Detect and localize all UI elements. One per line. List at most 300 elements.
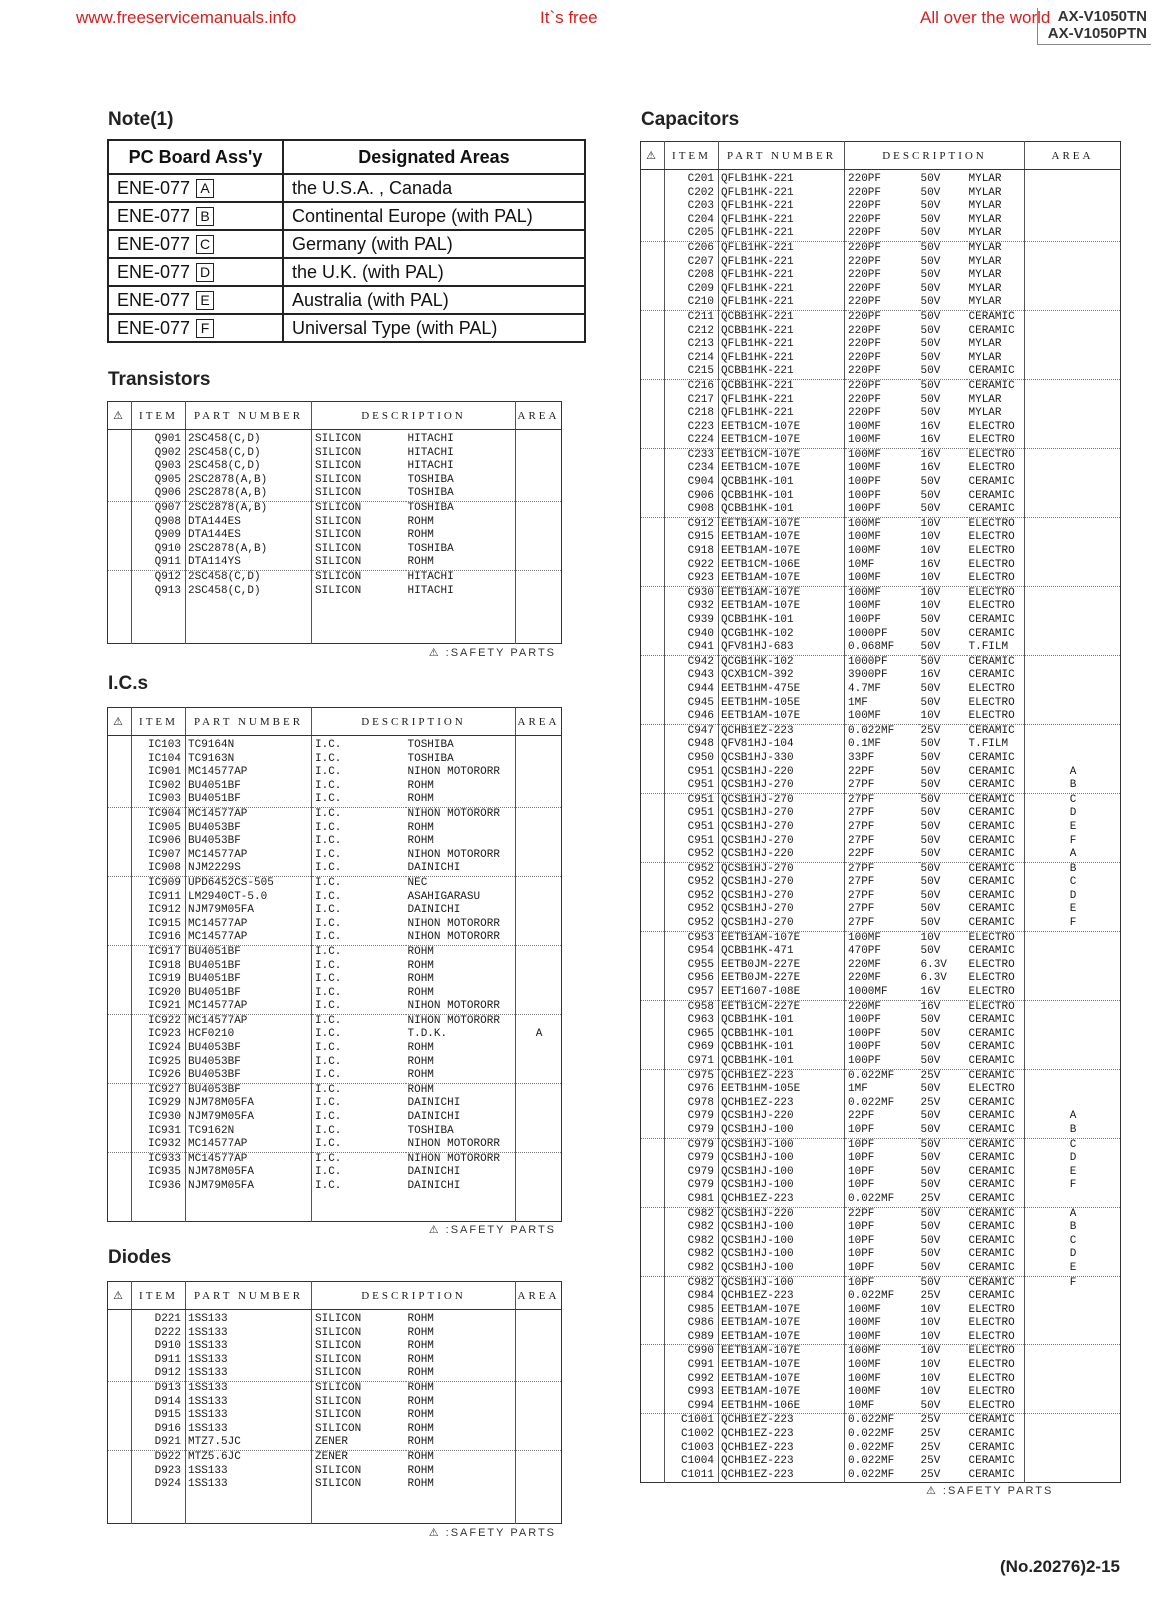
capacitance: 0.1MF	[845, 738, 919, 752]
safety-cell	[641, 200, 665, 214]
safety-cell	[108, 1465, 132, 1479]
safety-cell	[641, 1083, 665, 1097]
safety-cell	[641, 1152, 665, 1166]
note-area: Continental Europe (with PAL)	[283, 202, 585, 230]
voltage: 50V	[920, 407, 941, 420]
item-number: Q902	[132, 447, 186, 461]
type: MYLAR	[968, 227, 1002, 240]
table-row	[108, 1138, 562, 1152]
part-number: QCSB1HJ-270	[721, 820, 794, 833]
part-number: MTZ5.6JC	[186, 1450, 312, 1464]
table-row	[108, 447, 562, 461]
voltage: 50V	[919, 1138, 967, 1152]
maker: ROHM	[407, 529, 434, 542]
capacitance: 100MF	[845, 931, 919, 945]
item-number: D222	[132, 1327, 186, 1341]
capacitors-title: Capacitors	[641, 109, 740, 130]
area: A	[1025, 1110, 1121, 1124]
note-board	[108, 286, 283, 314]
table-row	[108, 780, 562, 794]
item-number: IC935	[132, 1166, 186, 1180]
table-row	[108, 891, 562, 905]
safety-cell	[108, 474, 132, 488]
item-number: Q905	[132, 474, 186, 488]
table-row	[641, 779, 1121, 793]
table-row	[641, 890, 1121, 904]
part-number: EETB1AM-107E	[719, 517, 845, 531]
safety-cell	[641, 1207, 665, 1221]
safety-cell	[641, 1014, 665, 1028]
board-code: ENE-077	[117, 289, 191, 310]
note-row	[108, 202, 585, 230]
safety-cell	[641, 1248, 665, 1262]
item-number: C991	[665, 1359, 719, 1373]
type: MYLAR	[968, 296, 1002, 309]
voltage: 50V	[920, 296, 941, 309]
filler-cell	[845, 1482, 919, 1483]
material: I.C.	[312, 904, 406, 918]
voltage: 16V	[920, 558, 941, 571]
area	[1025, 269, 1121, 283]
part-number: BU4053BF	[188, 1069, 241, 1082]
safety-column-header: ⚠	[108, 708, 132, 736]
capacitance: 3900PF	[845, 669, 919, 683]
item-number: C1002	[665, 1428, 719, 1442]
area	[1025, 283, 1121, 297]
item-number: C944	[665, 683, 719, 697]
capacitance: 100PF	[845, 1055, 919, 1069]
type: ELECTRO	[967, 1345, 1025, 1359]
safety-cell	[641, 407, 665, 421]
type: MYLAR	[968, 255, 1002, 268]
part-number: 1SS133	[188, 1464, 228, 1477]
maker: ROHM	[407, 1395, 434, 1408]
table-row	[641, 1428, 1121, 1442]
table-row	[641, 283, 1121, 297]
table-row	[641, 490, 1121, 504]
area: F	[1025, 1276, 1121, 1290]
item-number: Q911	[132, 556, 186, 570]
part-number: BU4053BF	[188, 1055, 241, 1068]
safety-cell	[641, 448, 665, 462]
material: I.C.	[312, 891, 406, 905]
material: SILICON	[312, 487, 406, 501]
capacitance: 10PF	[845, 1221, 919, 1235]
item-number: C985	[665, 1304, 719, 1318]
header-link-free[interactable]: It`s free	[540, 8, 598, 27]
part-number: QCSB1HJ-100	[721, 1165, 794, 1178]
voltage: 50V	[920, 820, 941, 833]
area	[516, 904, 562, 918]
capacitance: 22PF	[845, 1110, 919, 1124]
type: CERAMIC	[968, 614, 1015, 626]
table-row	[108, 430, 562, 447]
part-number: QCSB1HJ-100	[719, 1138, 845, 1152]
area	[1025, 1083, 1121, 1097]
safety-cell	[108, 1354, 132, 1368]
capacitance: 100MF	[845, 1317, 919, 1331]
area	[1025, 559, 1121, 573]
part-number: TC9163N	[188, 752, 235, 765]
capacitance: 100MF	[845, 434, 919, 448]
item-number: C982	[665, 1221, 719, 1235]
part-number: QCBB1HK-101	[721, 476, 794, 489]
capacitance: 10PF	[845, 1166, 919, 1180]
type: CERAMIC	[968, 324, 1015, 337]
note-area: Universal Type (with PAL)	[283, 314, 585, 342]
area	[1025, 1028, 1121, 1042]
type: CERAMIC	[968, 1110, 1015, 1123]
area	[1025, 256, 1121, 270]
table-row	[108, 807, 562, 821]
voltage: 50V	[920, 889, 941, 902]
table-row	[641, 296, 1121, 310]
table-row	[641, 862, 1121, 876]
voltage: 50V	[920, 1165, 941, 1178]
part-number: EET1607-108E	[721, 986, 801, 999]
voltage: 50V	[920, 779, 941, 792]
filler-cell	[919, 1482, 967, 1483]
table-row	[108, 876, 562, 890]
voltage: 50V	[920, 876, 941, 889]
item-number: C952	[665, 876, 719, 890]
part-number: QCBB1HK-101	[721, 503, 794, 516]
item-number: C951	[665, 835, 719, 849]
table-row	[108, 1354, 562, 1368]
part-number: EETB1AM-107E	[719, 586, 845, 600]
table-row	[108, 1097, 562, 1111]
type: CERAMIC	[967, 655, 1025, 669]
capacitance: 10PF	[845, 1179, 919, 1193]
item-number: C952	[665, 903, 719, 917]
item-number: C951	[665, 793, 719, 807]
table-row	[641, 1028, 1121, 1042]
part-number: 2SC2878(A,B)	[188, 542, 268, 555]
table-row	[641, 572, 1121, 586]
table-row	[641, 1055, 1121, 1069]
table-row	[641, 1400, 1121, 1414]
board-code: ENE-077	[117, 177, 191, 198]
area	[1025, 1386, 1121, 1400]
part-number: 1SS133	[188, 1422, 228, 1435]
voltage: 10V	[920, 1386, 941, 1399]
maker: NEC	[406, 876, 516, 890]
filler-cell	[108, 1194, 132, 1222]
table-row	[641, 655, 1121, 669]
item-number: C918	[665, 545, 719, 559]
safety-cell	[108, 987, 132, 1001]
area	[1025, 1290, 1121, 1304]
table-row	[108, 1166, 562, 1180]
capacitance: 27PF	[845, 835, 919, 849]
capacitance: 100MF	[845, 545, 919, 559]
filler-cell	[186, 1492, 312, 1524]
type: CERAMIC	[968, 1123, 1015, 1136]
safety-cell	[641, 1235, 665, 1249]
safety-cell	[641, 241, 665, 255]
item-number: C955	[665, 959, 719, 973]
part-number: QFLB1HK-221	[721, 200, 794, 213]
maker: ROHM	[407, 793, 434, 806]
area	[516, 1310, 562, 1327]
item-number: IC925	[132, 1056, 186, 1070]
maker: NIHON MOTORORR	[407, 1138, 500, 1151]
voltage: 50V	[919, 379, 967, 393]
maker: ROHM	[407, 1478, 434, 1491]
filler-cell	[186, 1194, 312, 1222]
part-number: EETB1AM-107E	[721, 545, 801, 558]
item-number: C214	[665, 352, 719, 366]
item-number: C218	[665, 407, 719, 421]
area	[1025, 697, 1121, 711]
area	[1025, 227, 1121, 241]
voltage: 10V	[919, 1345, 967, 1359]
capacitance: 27PF	[845, 917, 919, 931]
part-number: EETB1AM-107E	[721, 1372, 801, 1385]
area	[516, 487, 562, 501]
item-number: C213	[665, 338, 719, 352]
table-row	[641, 669, 1121, 683]
safety-cell	[641, 1469, 665, 1483]
capacitance: 220PF	[845, 256, 919, 270]
table-row	[108, 822, 562, 836]
voltage: 50V	[920, 1027, 941, 1040]
voltage: 50V	[920, 365, 941, 378]
safety-cell	[641, 1166, 665, 1180]
table-row	[641, 352, 1121, 366]
header-link-site[interactable]: www.freeservicemanuals.info	[76, 8, 297, 27]
area	[516, 1327, 562, 1341]
safety-cell	[641, 1193, 665, 1207]
capacitance: 10MF	[845, 559, 919, 573]
area: B	[1025, 779, 1121, 793]
capacitance: 100PF	[845, 614, 919, 628]
item-number: C208	[665, 269, 719, 283]
table-row	[108, 753, 562, 767]
area	[1025, 241, 1121, 255]
item-number: IC917	[132, 945, 186, 959]
type: CERAMIC	[968, 476, 1015, 489]
part-number: QCHB1EZ-223	[721, 1096, 794, 1109]
item-number: C952	[665, 862, 719, 876]
area: A	[1025, 1207, 1121, 1221]
area	[516, 1381, 562, 1395]
table-row	[108, 1478, 562, 1492]
part-number: QCSB1HJ-270	[721, 779, 794, 792]
capacitance: 220PF	[845, 310, 919, 324]
area	[1025, 490, 1121, 504]
safety-cell	[641, 559, 665, 573]
type: ELECTRO	[968, 420, 1015, 433]
note-board	[108, 230, 283, 258]
area: A	[516, 1028, 562, 1042]
type: MYLAR	[968, 393, 1002, 406]
part-number: QFLB1HK-221	[721, 186, 794, 199]
area	[1025, 1055, 1121, 1069]
part-number: MTZ7.5JC	[188, 1436, 241, 1449]
item-number: IC905	[132, 822, 186, 836]
maker: NIHON MOTORORR	[407, 917, 500, 930]
type: ELECTRO	[968, 1372, 1015, 1385]
diodes-section	[107, 1281, 562, 1539]
part-number: BU4053BF	[188, 821, 241, 834]
area	[1025, 545, 1121, 559]
voltage: 50V	[920, 614, 941, 626]
safety-cell	[108, 1097, 132, 1111]
part-number: TC9162N	[188, 1124, 235, 1137]
area	[516, 931, 562, 945]
filler-cell	[641, 1482, 665, 1483]
area	[516, 849, 562, 863]
capacitors-safety-note: ⚠ :SAFETY PARTS	[926, 1485, 1054, 1498]
voltage: 16V	[919, 1000, 967, 1014]
material: ZENER	[312, 1436, 406, 1450]
item-number: C992	[665, 1373, 719, 1387]
header-link-world[interactable]: All over the world	[920, 8, 1051, 27]
filler-cell	[406, 1492, 516, 1524]
item-number: IC904	[132, 807, 186, 821]
item-number: C201	[665, 170, 719, 187]
safety-cell	[641, 1304, 665, 1318]
maker: DAINICHI	[407, 1097, 461, 1110]
ics-section	[107, 707, 562, 1236]
part-number: QCSB1HJ-220	[721, 848, 794, 861]
item-number: C932	[665, 600, 719, 614]
safety-cell	[108, 1083, 132, 1097]
part-number: 2SC2878(A,B)	[186, 501, 312, 515]
item-number: IC931	[132, 1125, 186, 1139]
table-row	[641, 959, 1121, 973]
item-number: C224	[665, 434, 719, 448]
table-header-row	[108, 708, 562, 736]
type: CERAMIC	[968, 365, 1015, 378]
capacitance: 100MF	[845, 710, 919, 724]
type: CERAMIC	[967, 1414, 1025, 1428]
type: ELECTRO	[968, 958, 1015, 971]
item-number: D914	[132, 1396, 186, 1410]
capacitance: 1000PF	[845, 655, 919, 669]
filler-cell	[406, 598, 516, 643]
capacitance: 100MF	[845, 1304, 919, 1318]
type: CERAMIC	[968, 807, 1015, 820]
model-number-1: AX-V1050TN	[1057, 8, 1147, 25]
voltage: 6.3V	[920, 958, 947, 971]
type: CERAMIC	[968, 1290, 1015, 1303]
part-number: NJM79M05FA	[188, 1180, 255, 1192]
safety-cell	[641, 1041, 665, 1055]
capacitance: 1MF	[845, 1083, 919, 1097]
voltage: 50V	[920, 682, 941, 695]
material: I.C.	[312, 1111, 406, 1125]
type: CERAMIC	[968, 1428, 1015, 1441]
note-row	[108, 230, 585, 258]
material: I.C.	[312, 1042, 406, 1056]
maker: ROHM	[407, 821, 434, 834]
safety-cell	[108, 807, 132, 821]
description-column-header: DESCRIPTION	[845, 142, 1025, 170]
part-number: QFLB1HK-221	[721, 227, 794, 240]
safety-cell	[641, 876, 665, 890]
table-row	[108, 987, 562, 1001]
voltage: 10V	[920, 1330, 941, 1343]
type: MYLAR	[968, 351, 1002, 364]
material: I.C.	[312, 1028, 406, 1042]
capacitance: 220PF	[845, 214, 919, 228]
safety-cell	[641, 1069, 665, 1083]
material: SILICON	[312, 1340, 406, 1354]
maker: DAINICHI	[407, 1111, 461, 1124]
part-number: QCHB1EZ-223	[721, 1468, 794, 1481]
area	[1025, 1000, 1121, 1014]
maker: ROHM	[407, 1409, 434, 1422]
part-number: MC14577AP	[186, 1152, 312, 1166]
item-number: D913	[132, 1381, 186, 1395]
area	[516, 987, 562, 1001]
item-number: C979	[665, 1152, 719, 1166]
area	[516, 891, 562, 905]
transistors-table	[107, 401, 562, 644]
area	[516, 1465, 562, 1479]
note-board	[108, 258, 283, 286]
table-row	[641, 448, 1121, 462]
table-row	[641, 1138, 1121, 1152]
type: ELECTRO	[968, 1399, 1015, 1412]
material: SILICON	[312, 501, 406, 515]
item-number: C976	[665, 1083, 719, 1097]
safety-cell	[641, 586, 665, 600]
capacitors-section	[640, 141, 1121, 1497]
item-number: C952	[665, 917, 719, 931]
capacitance: 27PF	[845, 793, 919, 807]
item-number: C904	[665, 476, 719, 490]
capacitance: 10PF	[845, 1276, 919, 1290]
voltage: 50V	[920, 807, 941, 820]
material: SILICON	[312, 585, 406, 599]
table-row	[641, 931, 1121, 945]
item-number: C941	[665, 641, 719, 655]
voltage: 50V	[920, 627, 941, 640]
type: CERAMIC	[968, 1468, 1015, 1481]
item-number: D923	[132, 1465, 186, 1479]
area	[516, 1138, 562, 1152]
voltage: 50V	[919, 655, 967, 669]
part-number: QCSB1HJ-100	[719, 1276, 845, 1290]
safety-cell	[641, 972, 665, 986]
description-column-header: DESCRIPTION	[312, 1282, 516, 1310]
safety-cell	[641, 1373, 665, 1387]
part-number: QCSB1HJ-270	[721, 807, 794, 820]
ics-safety-note: ⚠ :SAFETY PARTS	[428, 1224, 556, 1236]
capacitance: 0.022MF	[845, 1442, 919, 1456]
area	[1025, 187, 1121, 201]
area	[516, 529, 562, 543]
capacitance: 10PF	[845, 1235, 919, 1249]
type: CERAMIC	[967, 1138, 1025, 1152]
material: SILICON	[312, 1423, 406, 1437]
capacitance: 100MF	[845, 1386, 919, 1400]
safety-cell	[641, 434, 665, 448]
voltage: 25V	[920, 1096, 941, 1109]
table-row	[641, 628, 1121, 642]
part-number: QCSB1HJ-100	[721, 1248, 794, 1261]
area	[1025, 462, 1121, 476]
area	[1025, 434, 1121, 448]
material: SILICON	[312, 1478, 406, 1492]
safety-cell	[108, 736, 132, 753]
area: E	[1025, 1262, 1121, 1276]
filler-row	[641, 1482, 1121, 1483]
voltage: 10V	[920, 1303, 941, 1316]
